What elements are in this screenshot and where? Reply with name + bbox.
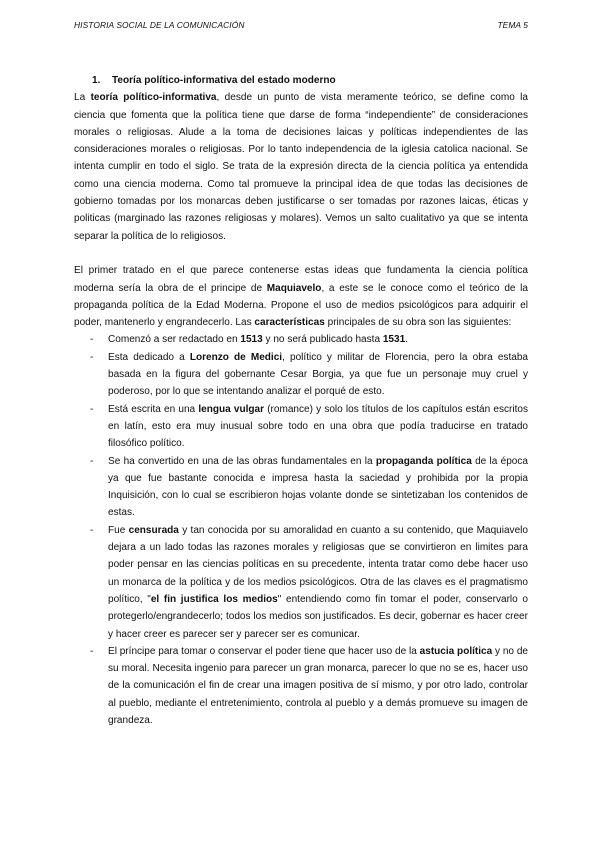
list-item [74,349,528,401]
bullet-dash: - [90,351,94,363]
bold-term: Maquiavelo [266,282,322,294]
header-course-title: HISTORIA SOCIAL DE LA COMUNICACIÓN [74,20,245,30]
text-run: , a este se le conoce como el teórico de la propaganda política de la Edad Moderna. Propone el uso de medios psicológicos para adquirir el poder, mantenerlo y engrandecerlo. Las [74,282,528,329]
text-run: y tan conocida por su amoralidad en cuanto a su contenido, que Maquiavelo dejara a un lado todas las razones morales y religiosas que se convirtieron en limites para poder pensar en las ciencias políticas en su precedente, intenta tratar como debe hacer uso un monarca de la política y de los medios psicológicos. Otra de las claves es el pragmatismo político, " [108,524,528,605]
text-run: Se ha convertido en una de las obras fundamentales en la [108,455,373,467]
bold-term: astucia política [419,645,493,657]
list-item [74,401,528,453]
page-header [74,20,528,34]
bold-term: propaganda política [375,455,472,467]
text-run: , desde un punto de vista meramente teórico, se define como la ciencia que fomenta que la política tiene que darse de forma “independiente” de consideraciones morales o religiosas. Alude a la toma de decisiones laicas y políticas independientes de las consideraciones morales o religiosas. Por lo tanto independencia de la iglesia catolica nacional. Se intenta cumplir en todo el siglo. Se trata de la expresión directa de la ciencia política ya entendida como una ciencia moderna. Como tal promueve la principal idea de que todas las decisiones de gobierno tomadas por los monarcas deben justificarse o ser tomadas por razones laicas, éticas y politicas (marginado las razones religiosas y molares). Vemos un salto cualitativo ya que se intenta separar la política de lo religiosos. [74,92,529,242]
text-run: Está escrita en una [108,403,196,415]
bullet-dash: - [90,334,94,346]
list-item [74,331,528,348]
list-item [74,643,528,729]
text-run: " entendiendo como fin tomar el poder, conservarlo o protegerlo/engrandecerlo; todos los medios son justificados. Es decir, gobernar es hacer creer y hacer creer es parecer ser y parecer ser es comunicar. [108,593,528,640]
section-heading [74,72,528,89]
header-topic-number: TEMA 5 [497,20,528,30]
list-item [74,522,528,643]
text-run: El primer tratado en el que parece contenerse estas ideas que fundamenta la ciencia política moderna sería la obra de el principe de [74,265,528,294]
text-run: (romance) y solo los títulos de los capítulos están escritos en latín, esto era muy inusual sobre todo en una obra que podía traducirse en tratado filosófico político. [108,403,528,450]
bold-term: Lorenzo de Medici [189,351,283,363]
text-run: El príncipe para tomar o conservar el poder tiene que hacer uso de la [108,645,417,657]
text-run: Fue [108,524,126,536]
text-run: , político y militar de Florencia, pero la obra estaba basada en la figura del gobernante Cesar Borgia, ya que fue un personaje muy cruel y poderoso, por lo que se intentando analizar el porqué de esto. [108,351,528,398]
bullet-dash: - [90,645,94,657]
bold-term: 1513 [240,334,263,346]
text-run: . [405,334,408,346]
text-run: y no será publicado hasta [265,334,381,346]
bold-term: lengua vulgar [198,403,265,415]
text-run: de la época ya que fue bastante conocida e impresa hasta la saciedad y prohibida por la propia Inquisición, con lo cual se escribieron hojas volante donde se sintetizaban los contenidos de estas. [108,455,528,519]
paragraph-maquiavelo [74,262,528,331]
bullet-dash: - [90,455,94,467]
bullet-dash: - [90,403,94,415]
text-run: Comenzó a ser redactado en [108,334,238,346]
bold-term: el fin justifica los medios [150,593,278,605]
section-number: 1. [92,75,101,86]
bold-term: características [254,317,325,329]
text-run: Esta dedicado a [108,351,185,363]
text-run: principales de su obra son las siguientes: [327,317,512,329]
characteristics-list [74,331,528,729]
document-body [74,72,528,729]
paragraph-spacer [74,245,528,262]
section-title: Teoría político-informativa del estado moderno [112,75,336,86]
paragraph-intro [74,89,528,245]
bold-term: teoría político-informativa [90,92,217,104]
list-item [74,453,528,522]
bullet-dash: - [90,524,94,536]
bold-term: 1531 [382,334,406,346]
text-run: y no de su moral. Necesita ingenio para parecer un gran monarca, parecer lo que no se es, hacer uso de la comunicación el fin de crear una imagen positiva de sí mismo, y por otro lado, controlar al pueblo, mediante el entretenimiento, controla al pueblo y a demás promueve su imagen de grandeza. [108,645,528,726]
bold-term: censurada [128,524,179,536]
text-run: La [74,92,86,104]
